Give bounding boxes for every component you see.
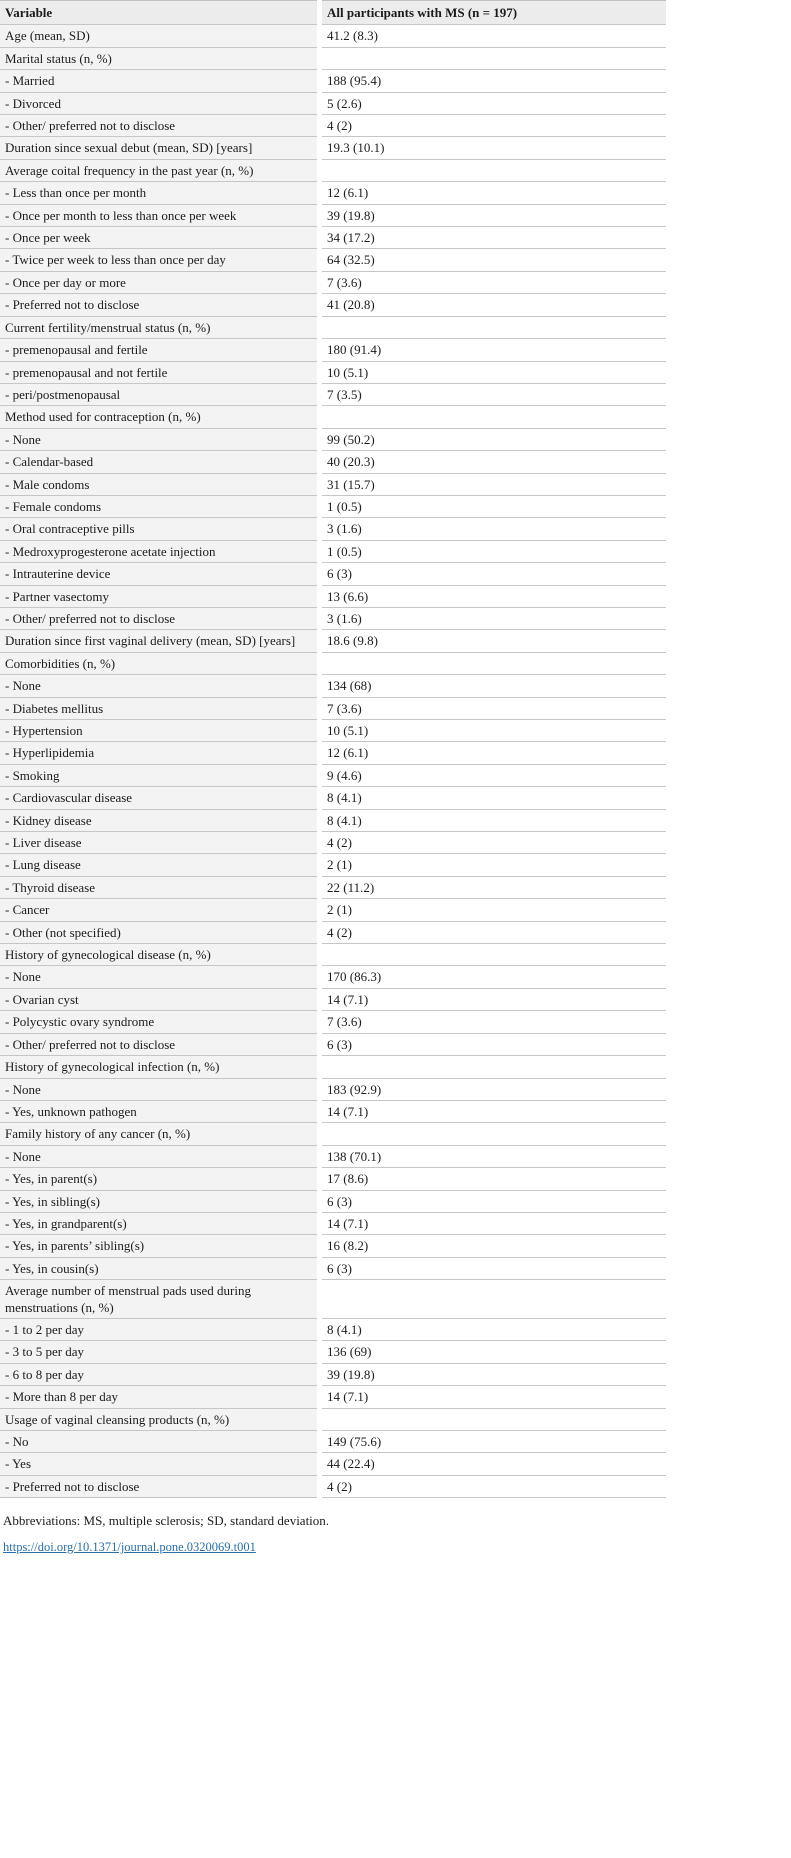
value-cell: 41 (20.8) — [322, 294, 666, 316]
table-row — [0, 137, 666, 159]
table-row — [0, 810, 666, 832]
variable-cell: - Smoking — [0, 765, 317, 787]
table-row — [0, 496, 666, 518]
variable-cell: - premenopausal and fertile — [0, 339, 317, 361]
variable-cell: Usage of vaginal cleansing products (n, %) — [0, 1409, 317, 1431]
table-row — [0, 1364, 666, 1386]
variable-cell: Age (mean, SD) — [0, 25, 317, 47]
value-cell: 31 (15.7) — [322, 474, 666, 496]
table-row — [0, 70, 666, 92]
value-cell — [322, 160, 666, 182]
value-cell: 138 (70.1) — [322, 1146, 666, 1168]
table-row — [0, 1146, 666, 1168]
value-cell: 16 (8.2) — [322, 1235, 666, 1257]
variable-cell: - 6 to 8 per day — [0, 1364, 317, 1386]
value-cell: 17 (8.6) — [322, 1168, 666, 1190]
variable-cell: - Less than once per month — [0, 182, 317, 204]
value-cell: 39 (19.8) — [322, 205, 666, 227]
value-cell: 44 (22.4) — [322, 1453, 666, 1475]
variable-cell: - Once per month to less than once per week — [0, 205, 317, 227]
variable-cell: - Once per week — [0, 227, 317, 249]
table-row — [0, 1341, 666, 1363]
variable-cell: - None — [0, 675, 317, 697]
table-row — [0, 1258, 666, 1280]
value-cell: 39 (19.8) — [322, 1364, 666, 1386]
variable-cell: - Preferred not to disclose — [0, 294, 317, 316]
value-cell: 6 (3) — [322, 1034, 666, 1056]
value-cell: 4 (2) — [322, 1476, 666, 1498]
table-row — [0, 832, 666, 854]
table-row — [0, 93, 666, 115]
value-cell: 7 (3.5) — [322, 384, 666, 406]
value-cell: 14 (7.1) — [322, 989, 666, 1011]
value-cell: 8 (4.1) — [322, 810, 666, 832]
variable-cell: Marital status (n, %) — [0, 48, 317, 70]
value-cell: 12 (6.1) — [322, 742, 666, 764]
table-row — [0, 115, 666, 137]
value-cell: 6 (3) — [322, 1191, 666, 1213]
value-cell: 4 (2) — [322, 922, 666, 944]
table-row — [0, 339, 666, 361]
value-cell: 13 (6.6) — [322, 586, 666, 608]
variable-column-header: Variable — [0, 0, 317, 25]
table-row — [0, 518, 666, 540]
value-cell: 8 (4.1) — [322, 1319, 666, 1341]
value-cell — [322, 317, 666, 339]
value-cell: 180 (91.4) — [322, 339, 666, 361]
table-row — [0, 698, 666, 720]
variable-cell: Average coital frequency in the past year (n, %) — [0, 160, 317, 182]
table-body — [0, 25, 666, 1498]
value-cell: 170 (86.3) — [322, 966, 666, 988]
value-cell: 34 (17.2) — [322, 227, 666, 249]
variable-cell: - Ovarian cyst — [0, 989, 317, 1011]
variable-cell: - None — [0, 1079, 317, 1101]
table-row — [0, 1235, 666, 1257]
value-cell — [322, 1056, 666, 1078]
value-cell: 1 (0.5) — [322, 496, 666, 518]
variable-cell: - Diabetes mellitus — [0, 698, 317, 720]
table-row — [0, 362, 666, 384]
table-row — [0, 1319, 666, 1341]
abbreviations-note: Abbreviations: MS, multiple sclerosis; SD, standard deviation. — [3, 1513, 330, 1529]
table-row — [0, 675, 666, 697]
value-cell — [322, 1280, 666, 1319]
table-row — [0, 1101, 666, 1123]
table-row — [0, 205, 666, 227]
table-row — [0, 294, 666, 316]
value-cell: 18.6 (9.8) — [322, 630, 666, 652]
table-row — [0, 429, 666, 451]
table-row — [0, 1409, 666, 1431]
table-row — [0, 787, 666, 809]
table-row — [0, 720, 666, 742]
value-cell — [322, 406, 666, 428]
doi-link[interactable]: https://doi.org/10.1371/journal.pone.0320069.t001 — [3, 1540, 256, 1555]
variable-cell: - Partner vasectomy — [0, 586, 317, 608]
variable-cell: - Yes, in cousin(s) — [0, 1258, 317, 1280]
table-row — [0, 630, 666, 652]
value-cell: 136 (69) — [322, 1341, 666, 1363]
value-cell: 188 (95.4) — [322, 70, 666, 92]
table-row — [0, 160, 666, 182]
doi-row — [3, 1538, 791, 1556]
variable-cell: - 1 to 2 per day — [0, 1319, 317, 1341]
table-row — [0, 1123, 666, 1145]
table-row — [0, 899, 666, 921]
variable-cell: - Liver disease — [0, 832, 317, 854]
value-cell: 4 (2) — [322, 832, 666, 854]
table-row — [0, 1034, 666, 1056]
table-row — [0, 877, 666, 899]
value-cell: 10 (5.1) — [322, 362, 666, 384]
value-cell — [322, 1409, 666, 1431]
value-cell: 14 (7.1) — [322, 1101, 666, 1123]
variable-cell: - Calendar-based — [0, 451, 317, 473]
variable-cell: - Medroxyprogesterone acetate injection — [0, 541, 317, 563]
value-cell: 8 (4.1) — [322, 787, 666, 809]
value-cell — [322, 1123, 666, 1145]
table-row — [0, 48, 666, 70]
variable-cell: - Other/ preferred not to disclose — [0, 1034, 317, 1056]
variable-cell: Method used for contraception (n, %) — [0, 406, 317, 428]
table-row — [0, 1056, 666, 1078]
variable-cell: - Male condoms — [0, 474, 317, 496]
table-row — [0, 586, 666, 608]
variable-cell: - None — [0, 429, 317, 451]
table-row — [0, 1280, 666, 1319]
table-row — [0, 182, 666, 204]
variable-cell: Duration since first vaginal delivery (mean, SD) [years] — [0, 630, 317, 652]
variable-cell: Current fertility/menstrual status (n, %) — [0, 317, 317, 339]
table-row — [0, 1168, 666, 1190]
value-cell: 2 (1) — [322, 854, 666, 876]
variable-cell: - 3 to 5 per day — [0, 1341, 317, 1363]
value-cell: 7 (3.6) — [322, 1011, 666, 1033]
variable-cell: Family history of any cancer (n, %) — [0, 1123, 317, 1145]
table-row — [0, 1386, 666, 1408]
variable-cell: Comorbidities (n, %) — [0, 653, 317, 675]
variable-cell: - Polycystic ovary syndrome — [0, 1011, 317, 1033]
variable-cell: Average number of menstrual pads used during menstruations (n, %) — [0, 1280, 317, 1319]
variable-cell: - Cardiovascular disease — [0, 787, 317, 809]
variable-cell: - Other/ preferred not to disclose — [0, 608, 317, 630]
value-cell — [322, 944, 666, 966]
variable-cell: - Hyperlipidemia — [0, 742, 317, 764]
variable-cell: - Kidney disease — [0, 810, 317, 832]
variable-cell: - Yes, in parent(s) — [0, 1168, 317, 1190]
participants-column-header: All participants with MS (n = 197) — [322, 0, 666, 25]
table-row — [0, 474, 666, 496]
variable-cell: History of gynecological infection (n, %) — [0, 1056, 317, 1078]
value-cell — [322, 48, 666, 70]
table-row — [0, 249, 666, 271]
variable-cell: - More than 8 per day — [0, 1386, 317, 1408]
variable-cell: - Oral contraceptive pills — [0, 518, 317, 540]
table-row — [0, 563, 666, 585]
value-cell: 1 (0.5) — [322, 541, 666, 563]
value-cell: 41.2 (8.3) — [322, 25, 666, 47]
value-cell: 19.3 (10.1) — [322, 137, 666, 159]
table-row — [0, 451, 666, 473]
variable-cell: - Yes, in sibling(s) — [0, 1191, 317, 1213]
table-row — [0, 608, 666, 630]
variable-cell: History of gynecological disease (n, %) — [0, 944, 317, 966]
table-row — [0, 1079, 666, 1101]
variable-cell: - premenopausal and not fertile — [0, 362, 317, 384]
variable-cell: - Cancer — [0, 899, 317, 921]
value-cell: 5 (2.6) — [322, 93, 666, 115]
variable-cell: - No — [0, 1431, 317, 1453]
value-cell: 14 (7.1) — [322, 1213, 666, 1235]
table-row — [0, 541, 666, 563]
variable-cell: - Once per day or more — [0, 272, 317, 294]
table-row — [0, 765, 666, 787]
table-row — [0, 272, 666, 294]
value-cell: 6 (3) — [322, 1258, 666, 1280]
value-cell: 183 (92.9) — [322, 1079, 666, 1101]
variable-cell: - Female condoms — [0, 496, 317, 518]
value-cell: 4 (2) — [322, 115, 666, 137]
value-cell: 40 (20.3) — [322, 451, 666, 473]
variable-cell: - Yes, in parents’ sibling(s) — [0, 1235, 317, 1257]
variable-cell: - Yes — [0, 1453, 317, 1475]
value-cell: 7 (3.6) — [322, 698, 666, 720]
table-row — [0, 742, 666, 764]
variable-cell: - Lung disease — [0, 854, 317, 876]
value-cell: 134 (68) — [322, 675, 666, 697]
table-row — [0, 854, 666, 876]
value-cell: 7 (3.6) — [322, 272, 666, 294]
variable-cell: - Twice per week to less than once per day — [0, 249, 317, 271]
variable-cell: - None — [0, 1146, 317, 1168]
value-cell: 12 (6.1) — [322, 182, 666, 204]
table-row — [0, 1011, 666, 1033]
variable-cell: - Yes, in grandparent(s) — [0, 1213, 317, 1235]
variable-cell: Duration since sexual debut (mean, SD) [years] — [0, 137, 317, 159]
value-cell: 22 (11.2) — [322, 877, 666, 899]
value-cell: 9 (4.6) — [322, 765, 666, 787]
table-row — [0, 966, 666, 988]
value-cell: 99 (50.2) — [322, 429, 666, 451]
table-row — [0, 1431, 666, 1453]
table-row — [0, 1213, 666, 1235]
value-cell: 149 (75.6) — [322, 1431, 666, 1453]
value-cell: 3 (1.6) — [322, 608, 666, 630]
value-cell: 6 (3) — [322, 563, 666, 585]
table-row — [0, 1476, 666, 1498]
table-row — [0, 227, 666, 249]
table-row — [0, 384, 666, 406]
value-cell — [322, 653, 666, 675]
variable-cell: - Married — [0, 70, 317, 92]
table-row — [0, 1191, 666, 1213]
variable-cell: - Intrauterine device — [0, 563, 317, 585]
table-row — [0, 406, 666, 428]
table-row — [0, 989, 666, 1011]
table-row — [0, 25, 666, 47]
variable-cell: - Other (not specified) — [0, 922, 317, 944]
value-cell: 10 (5.1) — [322, 720, 666, 742]
value-cell: 64 (32.5) — [322, 249, 666, 271]
variable-cell: - Other/ preferred not to disclose — [0, 115, 317, 137]
variable-cell: - Divorced — [0, 93, 317, 115]
variable-cell: - Hypertension — [0, 720, 317, 742]
variable-cell: - Preferred not to disclose — [0, 1476, 317, 1498]
value-cell: 14 (7.1) — [322, 1386, 666, 1408]
table-row — [0, 317, 666, 339]
table-row — [0, 1453, 666, 1475]
value-cell: 2 (1) — [322, 899, 666, 921]
table-row — [0, 653, 666, 675]
variable-cell: - Thyroid disease — [0, 877, 317, 899]
variable-cell: - None — [0, 966, 317, 988]
table-header-row — [0, 0, 666, 25]
table-row — [0, 922, 666, 944]
table-row — [0, 944, 666, 966]
variable-cell: - peri/postmenopausal — [0, 384, 317, 406]
value-cell: 3 (1.6) — [322, 518, 666, 540]
variable-cell: - Yes, unknown pathogen — [0, 1101, 317, 1123]
